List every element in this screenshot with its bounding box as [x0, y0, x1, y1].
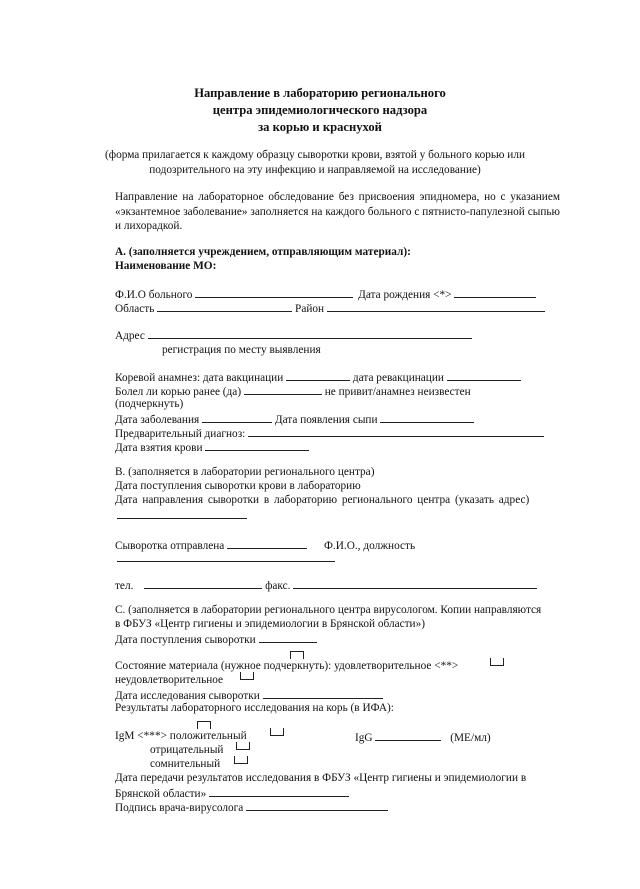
- igg-row: [355, 730, 491, 745]
- prelim-dx-row: [115, 426, 544, 441]
- study-date-row: [115, 688, 383, 703]
- tel-field[interactable]: [144, 578, 262, 589]
- oblast-label: Область: [115, 303, 155, 315]
- checkbox-mark-top: [290, 651, 304, 659]
- dispatch-label: Дата направления сыворотки в лабораторию регионального центра (указать адрес): [115, 494, 530, 506]
- signature-row: [115, 800, 388, 815]
- address-row: [115, 328, 472, 343]
- section-c-header-2: в ФБУЗ «Центр гигиены и эпидемиологии в Брянской области»): [115, 618, 426, 630]
- position-label: Ф.И.О., должность: [323, 540, 416, 552]
- doubtful-label: сомнительный: [150, 758, 221, 770]
- onset-field[interactable]: [202, 412, 272, 423]
- study-date-label: Дата исследования сыворотки: [115, 690, 260, 702]
- sent-label: Сыворотка отправлена: [115, 540, 225, 552]
- tel-label: тел.: [115, 580, 134, 592]
- signature-field[interactable]: [246, 800, 388, 811]
- not-vaccinated-label: не привит/анамнез неизвестен: [324, 386, 471, 398]
- transfer-line-2: Брянской области»: [115, 788, 207, 800]
- fio-row: [115, 287, 536, 302]
- c-receipt-row: [115, 632, 317, 647]
- fio-label: Ф.И.О больного: [115, 289, 193, 301]
- ill-before-label: Болел ли корью ранее (да): [115, 386, 242, 398]
- oblast-row: [115, 301, 545, 316]
- oblast-field[interactable]: [157, 301, 292, 312]
- igm-positive-checkbox[interactable]: [270, 728, 284, 736]
- onset-label: Дата заболевания: [115, 414, 200, 426]
- fax-label: факс.: [265, 580, 291, 592]
- signature-label: Подпись врача-вирусолога: [115, 802, 244, 814]
- doubtful-checkbox[interactable]: [234, 756, 248, 764]
- intro-text: Направление на лабораторное обследование без присвоения эпидномера, но с указанием «экзантемное заболевание» заполняется на каждого больного с пятнисто-папулезной сыпью и лихорадкой.: [115, 191, 560, 232]
- igg-field[interactable]: [375, 730, 441, 741]
- fio-field[interactable]: [195, 287, 353, 298]
- vaccination-field[interactable]: [286, 370, 350, 381]
- title-line-3: за корью и краснухой: [258, 120, 382, 134]
- rayon-field[interactable]: [327, 301, 545, 312]
- onset-row: [115, 412, 474, 427]
- igm-label: IgM <***> положительный: [115, 730, 247, 742]
- tel-row: [115, 578, 537, 593]
- section-c-header-1: С. (заполняется в лаборатории регионального центра вирусологом. Копии направляются: [115, 604, 542, 616]
- dispatch-address-field[interactable]: [117, 508, 247, 519]
- blood-date-label: Дата взятия крови: [115, 442, 203, 454]
- transfer-row: [115, 786, 349, 801]
- revaccination-field[interactable]: [447, 370, 521, 381]
- rayon-label: Район: [295, 303, 325, 315]
- c-receipt-field[interactable]: [259, 632, 317, 643]
- sent-field[interactable]: [227, 538, 307, 549]
- prelim-dx-label: Предварительный диагноз:: [115, 428, 246, 440]
- vaccination-row: [115, 370, 521, 385]
- underline-note: (подчеркнуть): [115, 398, 184, 410]
- title-line-1: Направление в лабораторию регионального: [194, 86, 446, 100]
- unsatisfactory-label: неудовлетворительное: [115, 674, 224, 686]
- registration-caption: регистрация по месту выявления: [162, 344, 321, 356]
- position-field[interactable]: [117, 551, 335, 562]
- receipt-label: Дата поступления сыворотки крови в лабораторию: [115, 480, 361, 492]
- title-line-2: центра эпидемиологического надзора: [212, 103, 428, 117]
- address-label: Адрес: [115, 330, 145, 342]
- negative-label: отрицательный: [150, 744, 224, 756]
- transfer-field[interactable]: [209, 786, 349, 797]
- satisfactory-checkbox[interactable]: [490, 658, 504, 666]
- transfer-line-1: Дата передачи результатов исследования в ФБУЗ «Центр гигиены и эпидемиологии в: [115, 772, 527, 784]
- revaccination-label: дата ревакцинации: [352, 372, 444, 384]
- condition-label: Состояние материала (нужное подчеркнуть): удовлетворительное <**>: [115, 660, 459, 672]
- study-date-field[interactable]: [263, 688, 383, 699]
- negative-checkbox[interactable]: [236, 742, 250, 750]
- rash-label: Дата появления сыпи: [274, 414, 378, 426]
- c-receipt-label: Дата поступления сыворотки: [115, 634, 256, 646]
- note-line-2: подозрительного на эту инфекцию и направляемой на исследование): [149, 164, 481, 176]
- dob-label: Дата рождения <*>: [358, 289, 452, 301]
- rash-field[interactable]: [380, 412, 474, 423]
- blood-date-field[interactable]: [205, 440, 309, 451]
- vaccination-label: Коревой анамнез: дата вакцинации: [115, 372, 284, 384]
- blood-date-row: [115, 440, 309, 455]
- ill-before-field[interactable]: [244, 384, 322, 395]
- address-field[interactable]: [148, 328, 472, 339]
- mo-label: Наименование МО:: [115, 260, 217, 272]
- ill-before-row: [115, 384, 471, 399]
- section-a-header: А. (заполняется учреждением, отправляющим материал):: [115, 246, 411, 258]
- section-b-header: В. (заполняется в лаборатории регионального центра): [115, 466, 375, 478]
- prelim-dx-field[interactable]: [248, 426, 544, 437]
- unsatisfactory-checkbox[interactable]: [240, 672, 254, 680]
- igg-units: (МЕ/мл): [450, 732, 491, 744]
- note-line-1: (форма прилагается к каждому образцу сыворотки крови, взятой у больного корью или: [104, 149, 526, 161]
- results-label: Результаты лабораторного исследования на корь (в ИФА):: [115, 702, 394, 714]
- igm-checkbox-mark-top: [197, 721, 211, 729]
- igg-label: IgG: [355, 732, 373, 744]
- dob-field[interactable]: [454, 287, 536, 298]
- fax-field[interactable]: [293, 578, 537, 589]
